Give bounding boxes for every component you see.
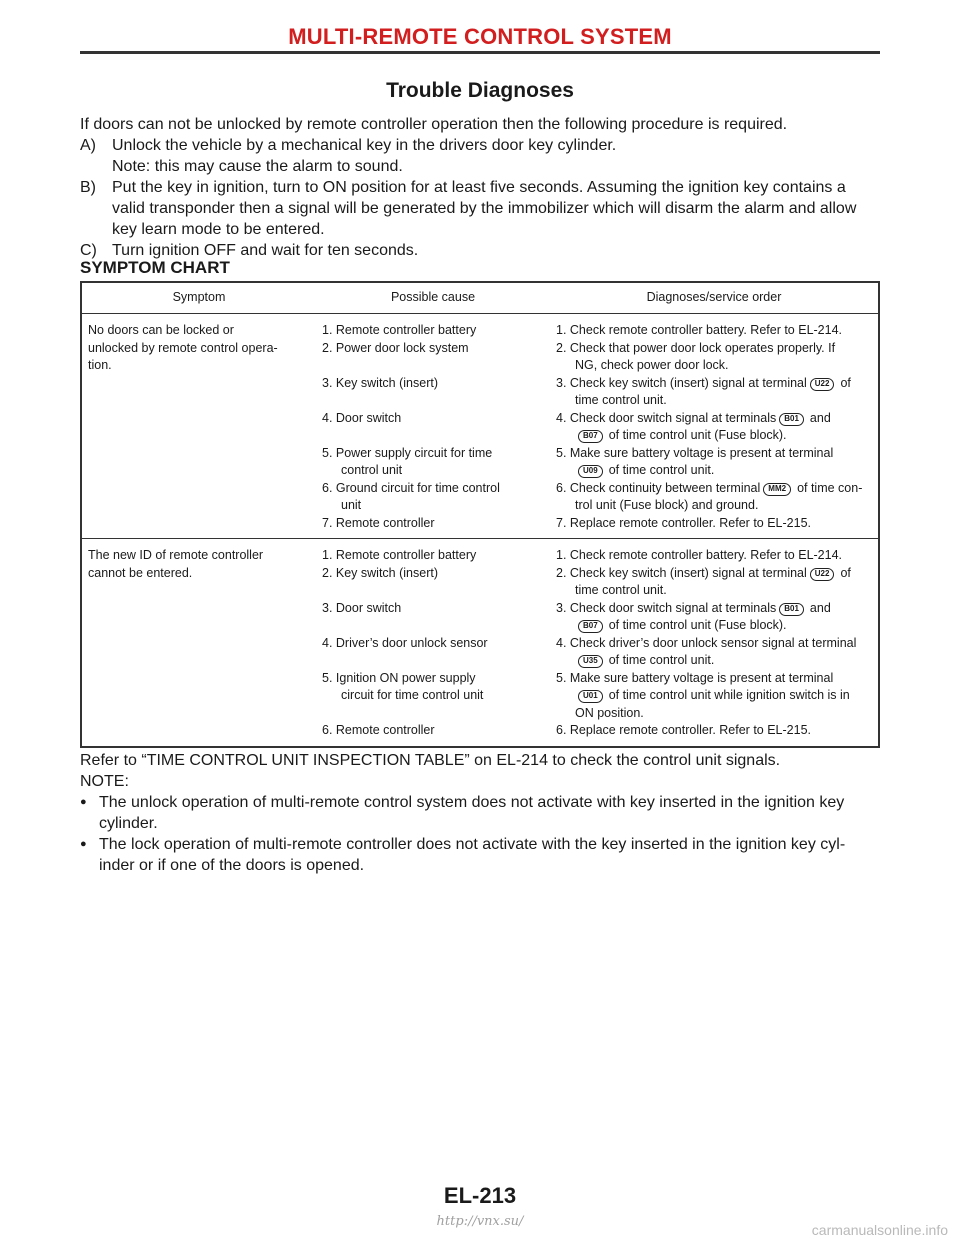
order-text: and: [809, 600, 831, 615]
cause-line: 1. Remote controller battery: [322, 323, 477, 337]
cause-item: [322, 635, 544, 670]
intro-step: [80, 135, 880, 156]
order-line: [556, 462, 872, 480]
cause-line: 5. Power supply circuit for time: [322, 445, 493, 460]
order-text: 6. Check continuity between terminal: [556, 480, 761, 495]
note-text: The unlock operation of multi-remote control system does not activate with key inserted in the ignition key cylinder.: [99, 794, 845, 832]
service-order-item: [556, 565, 872, 600]
cause-line: 6. Remote controller: [322, 723, 435, 737]
cause-item: [322, 547, 544, 565]
order-line: [556, 565, 872, 583]
watermark: carmanualsonline.info: [811, 1222, 948, 1238]
intro-lead: If doors can not be unlocked by remote controller operation then the following procedure is required.: [80, 116, 788, 133]
order-line: [556, 670, 872, 688]
service-order-cell: [550, 539, 879, 747]
notes-section: [80, 750, 880, 876]
order-line: [556, 410, 872, 428]
terminal-badge: U01: [578, 690, 603, 703]
service-order-item: [556, 670, 872, 723]
order-text: 4. Check door switch signal at terminals: [556, 410, 777, 425]
symptom-line: The new ID of remote controller: [88, 548, 264, 562]
order-text: time control unit.: [575, 583, 667, 597]
table-row: [81, 314, 879, 539]
terminal-badge: B07: [578, 620, 603, 633]
column-header-possible-cause: Possible cause: [316, 282, 550, 314]
order-text: of time control unit.: [608, 463, 715, 477]
cause-line: unit: [341, 498, 362, 512]
order-text: trol unit (Fuse block) and ground.: [575, 498, 759, 512]
symptom-chart-table: [80, 281, 880, 748]
intro-step-note: Note: this may cause the alarm to sound.: [112, 158, 403, 175]
bullet-icon: ●: [80, 796, 87, 808]
symptom-chart-title: SYMPTOM CHART: [80, 258, 230, 277]
order-line: [556, 635, 872, 653]
terminal-badge: B01: [779, 413, 804, 426]
order-text: time control unit.: [575, 393, 667, 407]
service-order-item: [556, 322, 872, 340]
order-line: [556, 497, 872, 515]
note-text: The lock operation of multi-remote controller does not activate with the key inserted in the ignition key cyl- inder or if one of the doors is opened.: [99, 836, 846, 874]
order-text: of time control unit while ignition switch is in: [608, 688, 850, 702]
symptom-line: unlocked by remote control opera-: [88, 340, 278, 355]
order-text: 4. Check driver’s door unlock sensor signal at terminal: [556, 635, 857, 650]
cause-item: [322, 480, 544, 515]
symptom-cell: [81, 314, 316, 539]
cause-line: control unit: [341, 463, 403, 477]
order-text: of time control unit.: [608, 653, 715, 667]
cause-line: 4. Door switch: [322, 410, 402, 425]
table-row: [81, 539, 879, 747]
order-text: of: [840, 375, 851, 390]
order-line: [556, 617, 872, 635]
footer-url[interactable]: http://vnx.su/: [436, 1214, 524, 1229]
service-order-item: [556, 515, 872, 533]
cause-item: [322, 340, 544, 375]
cause-line: 2. Power door lock system: [322, 340, 469, 355]
column-header-symptom: Symptom: [81, 282, 316, 314]
cause-item: [322, 670, 544, 723]
symptom-line: No doors can be locked or: [88, 323, 234, 337]
terminal-badge: U22: [810, 378, 835, 391]
order-line: [556, 687, 872, 705]
order-text: 2. Check key switch (insert) signal at terminal: [556, 565, 807, 580]
bullet-icon: ●: [80, 838, 87, 850]
cause-item: [322, 565, 544, 600]
order-line: [556, 582, 872, 600]
order-line: [556, 600, 872, 618]
service-order-item: [556, 480, 872, 515]
terminal-badge: B01: [779, 603, 804, 616]
cause-line: 5. Ignition ON power supply: [322, 670, 476, 685]
order-text: 6. Replace remote controller. Refer to EL-215.: [556, 723, 811, 737]
note-bullet: [80, 792, 880, 834]
step-label: C): [80, 242, 97, 259]
order-line: [556, 357, 872, 375]
terminal-badge: U09: [578, 465, 603, 478]
service-order-item: [556, 600, 872, 635]
order-line: [556, 392, 872, 410]
column-header-service-order: Diagnoses/service order: [550, 282, 879, 314]
step-text: Unlock the vehicle by a mechanical key in the drivers door key cylinder.: [112, 137, 617, 154]
order-text: NG, check power door lock.: [575, 358, 729, 372]
note-bullet: [80, 834, 880, 876]
symptom-line: cannot be entered.: [88, 565, 193, 580]
table-header-row: [81, 282, 879, 314]
cause-item: [322, 445, 544, 480]
cause-line: 1. Remote controller battery: [322, 548, 477, 562]
order-text: of: [840, 565, 851, 580]
order-line: [556, 652, 872, 670]
step-text: Turn ignition OFF and wait for ten seconds.: [112, 242, 419, 259]
order-text: 3. Check door switch signal at terminals: [556, 600, 777, 615]
cause-item: [322, 722, 544, 740]
page-title: Trouble Diagnoses: [386, 79, 574, 102]
service-order-item: [556, 340, 872, 375]
order-line: [556, 445, 872, 463]
service-order-item: [556, 375, 872, 410]
order-line: [556, 427, 872, 445]
order-line: [556, 322, 872, 340]
possible-cause-cell: [316, 314, 550, 539]
order-line: [556, 515, 872, 533]
order-line: ON position.: [575, 705, 644, 720]
cause-line: 6. Ground circuit for time control: [322, 480, 500, 495]
order-text: of time control unit (Fuse block).: [608, 618, 787, 632]
cause-line: 7. Remote controller: [322, 515, 435, 530]
order-text: of time con-: [797, 480, 863, 495]
cause-item: [322, 515, 544, 533]
reference-text: Refer to “TIME CONTROL UNIT INSPECTION TABLE” on EL-214 to check the control unit signals.: [80, 752, 781, 769]
order-text: 2. Check that power door lock operates properly. If: [556, 340, 836, 355]
possible-cause-cell: [316, 539, 550, 747]
terminal-badge: U35: [578, 655, 603, 668]
terminal-badge: U22: [810, 568, 835, 581]
service-order-item: [556, 445, 872, 480]
step-text: Put the key in ignition, turn to ON position for at least five seconds. Assuming the ignition key contains a valid transponder then a signal will be generated by the immobilizer which will disarm the alarm and allow key learn mode to be entered.: [112, 179, 857, 238]
order-text: 7. Replace remote controller. Refer to EL-215.: [556, 515, 811, 530]
symptom-line: tion.: [88, 358, 112, 372]
cause-item: [322, 410, 544, 445]
note-label: NOTE:: [80, 773, 129, 790]
order-text: 3. Check key switch (insert) signal at terminal: [556, 375, 807, 390]
cause-item: [322, 322, 544, 340]
cause-line: 2. Key switch (insert): [322, 565, 439, 580]
symptom-cell: [81, 539, 316, 747]
service-order-item: [556, 547, 872, 565]
step-label: A): [80, 137, 96, 154]
intro-section: [80, 114, 880, 261]
step-label: B): [80, 179, 96, 196]
cause-item: [322, 375, 544, 410]
order-line: [556, 480, 872, 498]
cause-line: circuit for time control unit: [341, 688, 484, 702]
order-text: and: [809, 410, 831, 425]
service-order-item: [556, 635, 872, 670]
cause-line: 3. Door switch: [322, 600, 402, 615]
terminal-badge: B07: [578, 430, 603, 443]
service-order-item: [556, 722, 872, 740]
order-text: 5. Make sure battery voltage is present at terminal: [556, 445, 834, 460]
order-line: [556, 375, 872, 393]
order-text: 1. Check remote controller battery. Refer to EL-214.: [556, 548, 843, 562]
page-number: EL-213: [443, 1183, 517, 1208]
header-title: MULTI-REMOTE CONTROL SYSTEM: [288, 24, 672, 49]
order-text: 5. Make sure battery voltage is present at terminal: [556, 670, 834, 685]
service-order-item: [556, 410, 872, 445]
terminal-badge: MM2: [763, 483, 791, 496]
order-line: [556, 340, 872, 358]
cause-line: 3. Key switch (insert): [322, 375, 439, 390]
order-line: [556, 547, 872, 565]
order-text: 1. Check remote controller battery. Refer to EL-214.: [556, 323, 843, 337]
order-text: of time control unit (Fuse block).: [608, 428, 787, 442]
service-order-cell: [550, 314, 879, 539]
header-divider: [80, 51, 880, 54]
intro-step: [80, 177, 880, 240]
cause-item: [322, 600, 544, 635]
cause-line: 4. Driver’s door unlock sensor: [322, 635, 488, 650]
order-line: [556, 722, 872, 740]
